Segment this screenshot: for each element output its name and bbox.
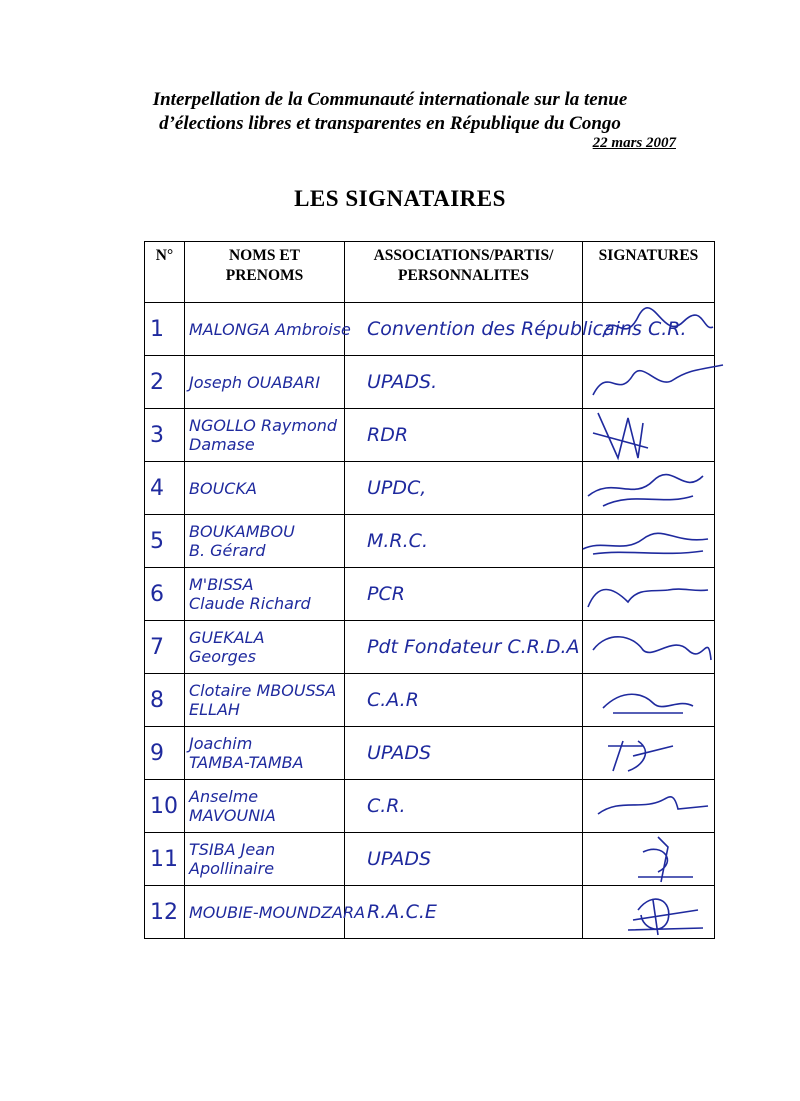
row-association-text: Pdt Fondateur C.R.D.A — [367, 636, 580, 658]
row-number-text: 5 — [150, 528, 164, 554]
row-association — [345, 674, 583, 727]
row-association — [345, 833, 583, 886]
document-header — [100, 88, 680, 136]
table-row — [145, 621, 715, 674]
row-name-text: TSIBA Jean — [189, 840, 276, 859]
row-signature — [583, 568, 715, 621]
table-row — [145, 568, 715, 621]
row-signature — [583, 356, 715, 409]
row-name-text: GUEKALA — [189, 628, 265, 647]
row-number — [145, 568, 185, 621]
row-association-text: UPADS. — [367, 371, 438, 393]
row-name-text: BOUKAMBOU — [189, 522, 295, 541]
header-names — [185, 242, 345, 303]
row-number-text: 9 — [150, 740, 164, 766]
table-row — [145, 674, 715, 727]
row-name-text: MALONGA Ambroise — [189, 319, 351, 339]
row-association — [345, 303, 687, 356]
row-association — [345, 886, 583, 939]
table-header-row — [145, 242, 715, 303]
header-assoc-line2: PERSONNALITES — [398, 267, 529, 284]
table-row — [145, 515, 715, 568]
handwritten-signature — [583, 456, 715, 516]
row-name-text-2: MAVOUNIA — [189, 806, 276, 825]
header-names-line2: PRENOMS — [225, 267, 304, 284]
signatories-table — [144, 241, 715, 939]
row-number — [145, 621, 185, 674]
row-number — [145, 515, 185, 568]
row-name — [185, 409, 345, 462]
row-association — [345, 621, 583, 674]
row-name-text: Anselme — [189, 787, 259, 806]
table-row — [145, 886, 715, 939]
header-line-2: d’élections libres et transparentes en République du Congo — [159, 113, 621, 134]
row-association-text: PCR — [367, 583, 405, 605]
header-number-label: N° — [155, 247, 174, 264]
handwritten-signature — [583, 668, 715, 728]
row-number-text: 8 — [150, 687, 164, 713]
handwritten-signature — [583, 774, 715, 834]
table-row — [145, 780, 715, 833]
header-signatures-label: SIGNATURES — [598, 247, 699, 264]
handwritten-signature — [583, 297, 715, 357]
row-name — [185, 833, 345, 886]
row-association-text: M.R.C. — [367, 530, 428, 552]
handwritten-signature — [583, 403, 715, 463]
table-row — [145, 727, 715, 780]
table-row — [145, 356, 715, 409]
handwritten-signature — [583, 721, 715, 781]
row-signature — [583, 833, 715, 886]
row-association-text: R.A.C.E — [367, 901, 437, 923]
row-signature — [583, 621, 715, 674]
row-association-text: UPDC, — [367, 477, 427, 499]
row-name-text: Joachim — [189, 734, 253, 753]
row-name-text: M'BISSA — [189, 575, 254, 594]
row-association — [345, 515, 583, 568]
row-number-text: 3 — [150, 422, 164, 448]
row-signature — [583, 886, 715, 939]
handwritten-signature — [583, 615, 715, 675]
row-signature — [583, 674, 715, 727]
row-name — [185, 621, 345, 674]
row-name-text: MOUBIE-MOUNDZARA — [189, 902, 366, 922]
row-name-text: BOUCKA — [189, 478, 257, 498]
row-association — [345, 462, 583, 515]
row-number — [145, 409, 185, 462]
handwritten-signature — [583, 827, 715, 887]
row-signature — [583, 727, 715, 780]
row-association — [345, 409, 583, 462]
row-name — [185, 462, 345, 515]
table-row — [145, 462, 715, 515]
row-name-text: Clotaire MBOUSSA — [189, 681, 337, 700]
row-name-text: NGOLLO Raymond — [189, 416, 338, 435]
row-name — [185, 303, 351, 356]
page-title: LES SIGNATAIRES — [294, 186, 506, 211]
row-number — [145, 780, 185, 833]
row-association-text: C.A.R — [367, 689, 419, 711]
row-signature — [583, 462, 715, 515]
row-number-text: 12 — [150, 899, 178, 925]
row-number — [145, 674, 185, 727]
row-association — [345, 727, 583, 780]
row-name — [185, 727, 345, 780]
row-signature — [583, 303, 715, 356]
table-row — [145, 303, 715, 356]
header-names-line1: NOMS ET — [228, 247, 301, 264]
row-number-text: 11 — [150, 846, 178, 872]
header-assoc-line1: ASSOCIATIONS/PARTIS/ — [373, 247, 554, 264]
header-signatures — [583, 242, 715, 303]
row-number-text: 4 — [150, 475, 164, 501]
row-association-text: UPADS — [367, 742, 432, 764]
row-name — [185, 780, 345, 833]
row-name-text-2: Damase — [189, 435, 255, 454]
row-association-text: UPADS — [367, 848, 432, 870]
row-name — [185, 568, 345, 621]
row-name — [185, 515, 345, 568]
header-line-1: Interpellation de la Communauté internationale sur la tenue — [152, 89, 628, 110]
row-association-text: C.R. — [367, 795, 406, 817]
row-number — [145, 462, 185, 515]
row-association-text: Convention des Républicains C.R. — [367, 318, 687, 340]
row-name-text-2: ELLAH — [189, 700, 240, 719]
row-number-text: 2 — [150, 369, 164, 395]
row-name-text-2: B. Gérard — [189, 541, 266, 560]
row-name — [185, 674, 345, 727]
row-name-text: Joseph OUABARI — [189, 372, 321, 392]
row-name-text-2: Georges — [189, 647, 256, 666]
row-association — [345, 780, 583, 833]
row-name-text-2: Claude Richard — [189, 594, 311, 613]
row-name-text-2: Apollinaire — [189, 859, 275, 878]
row-association-text: RDR — [367, 424, 409, 446]
row-signature — [583, 409, 715, 462]
row-number-text: 10 — [150, 793, 178, 819]
table-row — [145, 833, 715, 886]
header-number — [145, 242, 185, 303]
row-number — [145, 727, 185, 780]
handwritten-signature — [583, 880, 715, 940]
row-signature — [583, 780, 715, 833]
handwritten-signature — [583, 509, 715, 569]
row-association — [345, 356, 583, 409]
row-name — [185, 356, 345, 409]
row-association — [345, 568, 583, 621]
document-date: 22 mars 2007 — [592, 135, 676, 151]
row-number-text: 1 — [150, 316, 164, 342]
header-associations — [345, 242, 583, 303]
row-number — [145, 833, 185, 886]
row-name-text-2: TAMBA-TAMBA — [189, 753, 304, 772]
row-number — [145, 356, 185, 409]
table-row — [145, 409, 715, 462]
row-number-text: 7 — [150, 634, 164, 660]
row-signature — [583, 515, 715, 568]
row-number — [145, 886, 185, 939]
row-number-text: 6 — [150, 581, 164, 607]
row-number — [145, 303, 185, 356]
handwritten-signature — [583, 562, 715, 622]
row-name — [185, 886, 366, 939]
handwritten-signature — [583, 350, 715, 410]
